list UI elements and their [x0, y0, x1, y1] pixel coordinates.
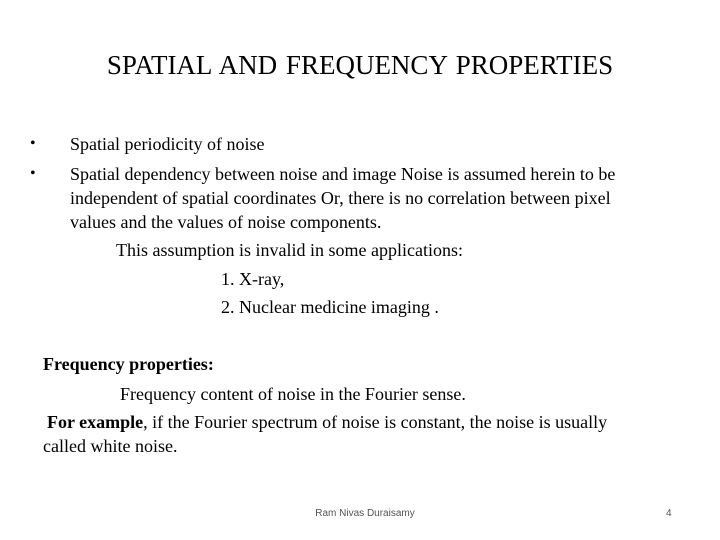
bullet-text-line: Spatial dependency between noise and image Noise is assumed herein to be — [70, 164, 616, 184]
application-item: 2. Nuclear medicine imaging . — [221, 297, 439, 317]
bullet-dot-icon: • — [30, 165, 36, 182]
bullet-text — [70, 162, 710, 234]
bullet-dot-icon: • — [30, 135, 36, 152]
page-number: 4 — [666, 508, 672, 519]
application-item: 1. X-ray, — [221, 269, 285, 289]
bullet-text: Spatial periodicity of noise — [70, 134, 265, 154]
frequency-example-cont: called white noise. — [43, 436, 178, 456]
frequency-content: Frequency content of noise in the Fourier sense. — [120, 384, 466, 404]
example-label: For example — [47, 412, 144, 432]
frequency-heading — [43, 352, 214, 376]
bullet-text-line: independent of spatial coordinates Or, there is no correlation between pixel — [70, 188, 611, 208]
slide-title: SPATIAL AND FREQUENCY PROPERTIES — [106, 50, 614, 80]
footer-author: Ram Nivas Duraisamy — [315, 508, 415, 519]
frequency-example — [47, 410, 607, 434]
assumption-text: This assumption is invalid in some applications: — [116, 240, 463, 260]
bullet-text-line: values and the values of noise components. — [70, 212, 382, 232]
example-text: , if the Fourier spectrum of noise is constant, the noise is usually — [143, 412, 608, 432]
frequency-heading-text: Frequency properties: — [43, 354, 214, 374]
